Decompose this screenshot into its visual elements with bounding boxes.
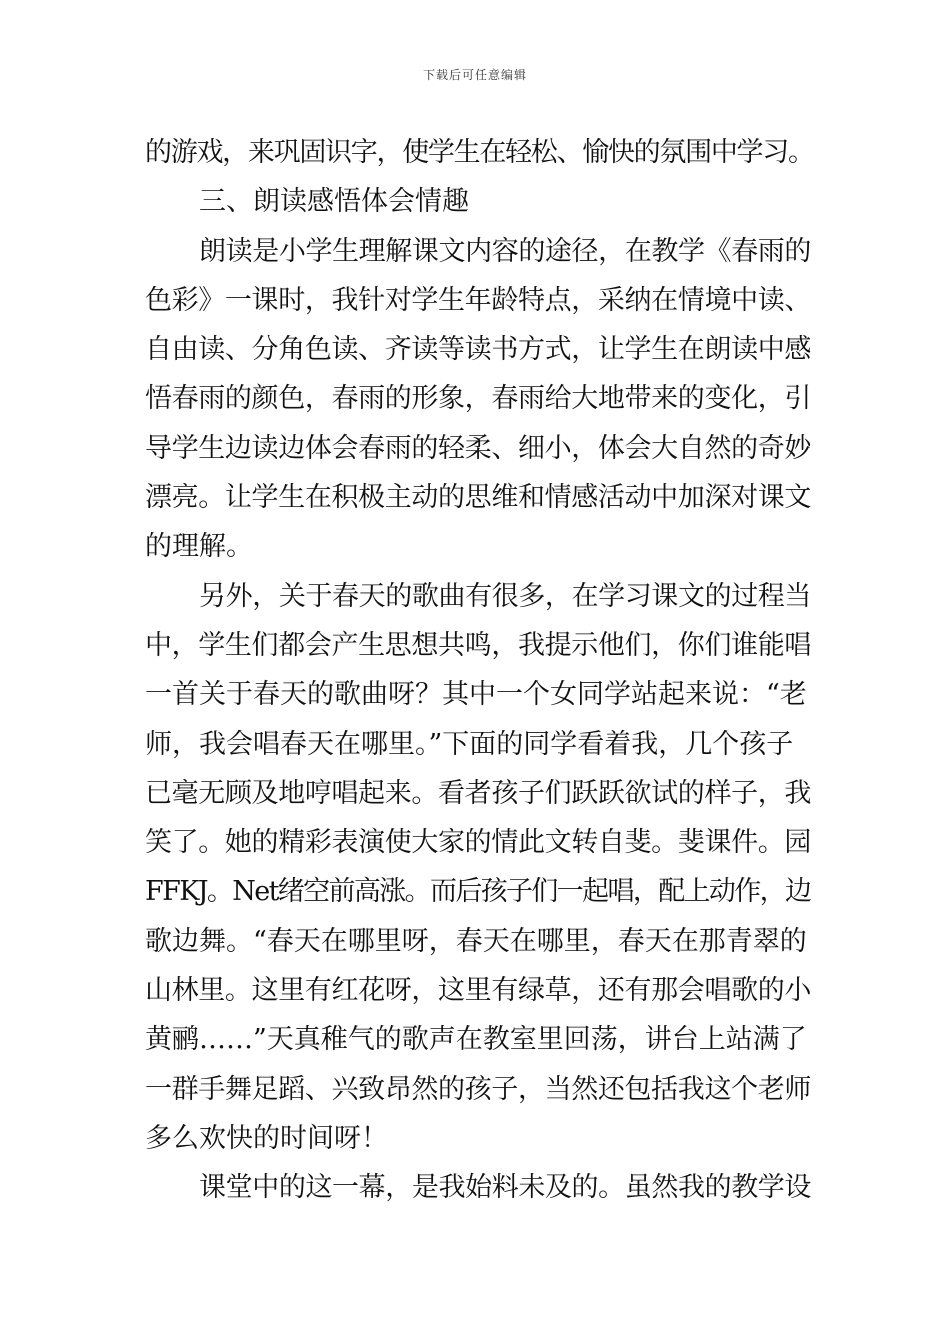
text-line: 朗读是小学生理解课文内容的途径，在教学《春雨的 [199, 235, 812, 267]
text-line: 三、朗读感悟体会情趣 [199, 186, 469, 218]
document-body [145, 128, 814, 1213]
text-line: 漂亮。让学生在积极主动的思维和情感活动中加深对课文 [145, 482, 811, 514]
text-line: 自由读、分角色读、齐读等读书方式，让学生在朗读中感 [145, 334, 811, 366]
text-line: 另外，关于春天的歌曲有很多，在学习课文的过程当 [199, 580, 812, 612]
text-line: 的理解。 [145, 531, 253, 563]
text-line: 多么欢快的时间呀！ [145, 1122, 388, 1154]
text-line: FFKJ。Net绪空前高涨。而后孩子们一起唱，配上动作，边 [145, 876, 811, 908]
text-line: 悟春雨的颜色，春雨的形象，春雨给大地带来的变化，引 [145, 383, 811, 415]
text-line: 歌边舞。“春天在哪里呀，春天在哪里，春天在那青翠的 [145, 925, 807, 957]
text-line: 的游戏，来巩固识字，使学生在轻松、愉快的氛围中学习。 [145, 137, 814, 168]
text-line: 一首关于春天的歌曲呀？其中一个女同学站起来说：“老 [145, 679, 807, 711]
text-line: 课堂中的这一幕，是我始料未及的。虽然我的教学设 [199, 1172, 812, 1204]
text-line: 一群手舞足蹈、兴致昂然的孩子，当然还包括我这个老师 [145, 1073, 811, 1105]
text-line: 山林里。这里有红花呀，这里有绿草，还有那会唱歌的小 [145, 975, 811, 1007]
text-line: 黄鹂……”天真稚气的歌声在教室里回荡，讲台上站满了 [145, 1024, 807, 1056]
text-line: 师，我会唱春天在哪里。”下面的同学看着我，几个孩子 [145, 728, 794, 760]
text-line: 导学生边读边体会春雨的轻柔、细小，体会大自然的奇妙 [145, 432, 811, 464]
page-header: 下载后可任意编辑 [422, 68, 527, 82]
text-line: 色彩》一课时，我针对学生年龄特点，采纳在情境中读、 [145, 284, 811, 316]
text-line: 已毫无顾及地哼唱起来。看者孩子们跃跃欲试的样子，我 [145, 777, 811, 809]
text-line: 笑了。她的精彩表演使大家的情此文转自斐。斐课件。园 [145, 827, 811, 859]
text-line: 中，学生们都会产生思想共鸣，我提示他们，你们谁能唱 [145, 629, 811, 661]
